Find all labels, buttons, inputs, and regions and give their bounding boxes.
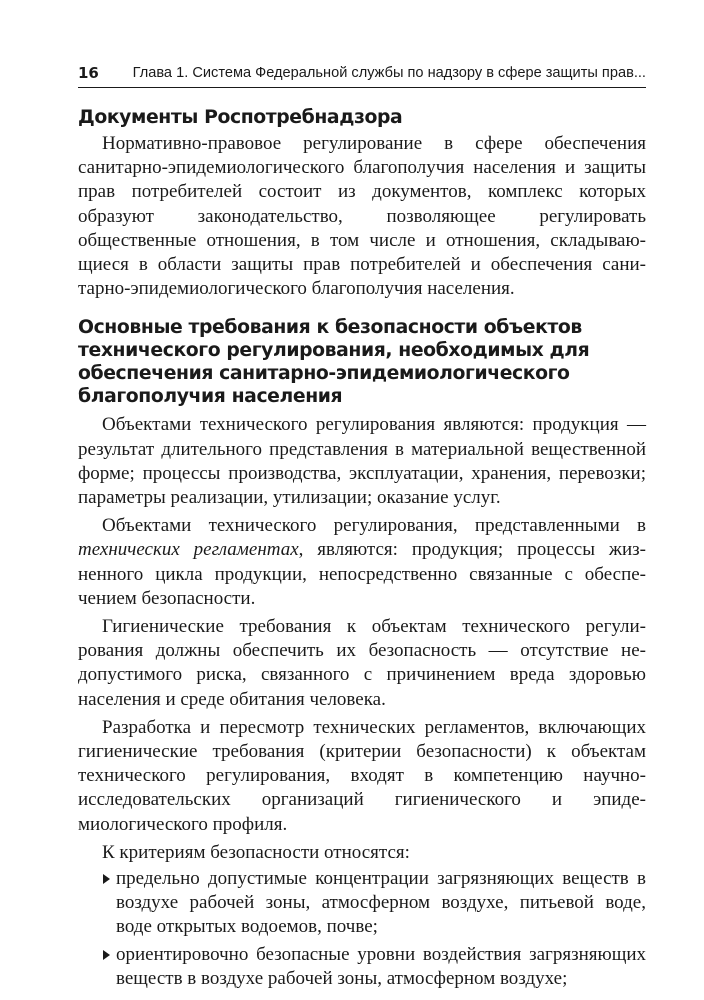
paragraph-regulation: Нормативно-правовое регулирование в сфере обеспечения санитарно-эпидемиологического благополучия населения и защиты прав потребителей состоит из документов, комплекс которых образуют законодательство, позволяющее регулировать общественные отношения, в том числе и отношения, складывающиеся в области защиты прав потребителей и обеспечения санитарно-эпидемиологического благополучия населения. [78, 133, 646, 300]
p2-italic-term: технических регламентах [78, 539, 299, 561]
paragraph-hygienic-requirements: Гигиенические требования к объектам технического регулирования должны обеспечить их безопасность — отсутствие недопустимого риска, связанного с причинением вреда здоровью населения и среде обитания человека. [78, 616, 646, 710]
triangle-bullet-icon [103, 874, 110, 884]
paragraph-objects: Объектами технического регулирования являются: продукция — результат длительного представления в материальной вещественной форме; процессы производства, эксплуатации, хранения, перевозки; параметры реализации, утилизации; оказание услуг. [78, 414, 646, 509]
criteria-list [78, 867, 646, 991]
paragraph-criteria-intro: К критериям безопасности относятся: [102, 841, 410, 863]
list-item [78, 943, 646, 991]
p2-text-start: Объектами технического регулирования, представленными в [102, 515, 646, 537]
section-title-safety-requirements: Основные требования к безопасности объектов технического регулирования, необходимых для обеспечения санитарно-эпидемиологического благополучия населения [78, 317, 590, 408]
running-title: Глава 1. Система Федеральной службы по надзору в сфере защиты прав... [132, 65, 646, 81]
page-number: 16 [78, 64, 99, 82]
p2-text-end: , являются: продукция; процессы жизненного цикла продукции, непосредственно связанные с обеспечением безопасности. [78, 539, 646, 609]
list-item [78, 867, 646, 940]
paragraph-regulations-objects [78, 514, 646, 611]
paragraph-development: Разработка и пересмотр технических регламентов, включающих гигиенические требования (критерии безопасности) к объектам технического регулирования, входят в компетенцию научно-исследовательских организаций гигиенического и эпидемиологического профиля. [78, 716, 646, 835]
page-header [78, 63, 646, 87]
list-item-text: предельно допустимые концентрации загрязняющих веществ в воздухе рабочей зоны, атмосферном воздухе, питьевой воде, воде открытых водоемов, почве; [116, 868, 646, 938]
list-item-text: ориентировочно безопасные уровни воздействия загрязняющих веществ в воздухе рабочей зоны, атмосферном воздухе; [116, 943, 646, 989]
triangle-bullet-icon [103, 950, 110, 960]
section-title-documents: Документы Роспотребнадзора [78, 107, 403, 128]
header-rule [78, 87, 646, 88]
page-body [78, 106, 646, 991]
